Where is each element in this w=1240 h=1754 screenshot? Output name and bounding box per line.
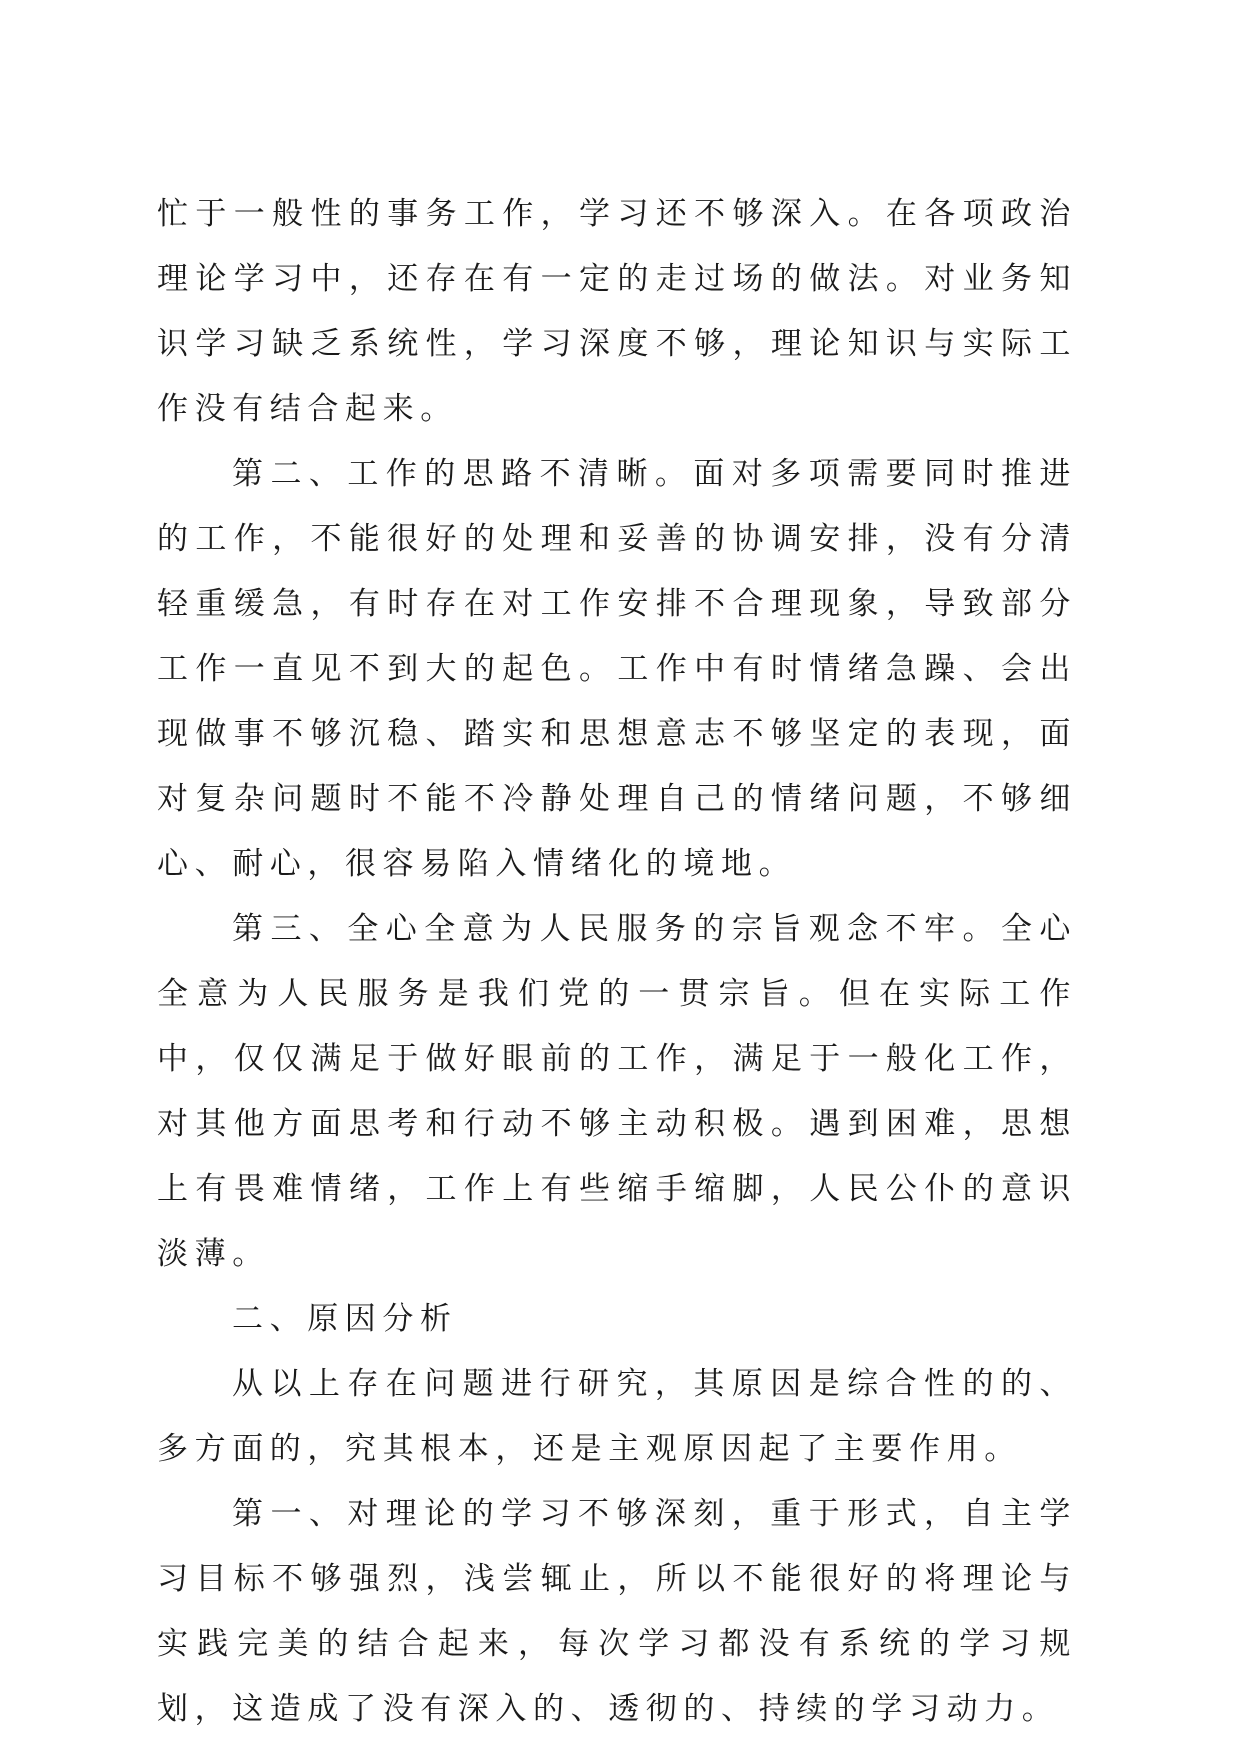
section-heading-cause-analysis: 二、原因分析 bbox=[232, 1301, 458, 1337]
document-body bbox=[157, 182, 1077, 1742]
paragraph-analysis-intro: 从以上存在问题进行研究，其原因是综合性的的、多方面的，究其根本，还是主观原因起了主要作用。 bbox=[157, 1366, 1077, 1467]
paragraph-point-three: 第三、全心全意为人民服务的宗旨观念不牢。全心全意为人民服务是我们党的一贯宗旨。但在实际工作中，仅仅满足于做好眼前的工作，满足于一般化工作，对其他方面思考和行动不够主动积极。遇到困难，思想上有畏难情绪，工作上有些缩手缩脚，人民公仆的意识淡薄。 bbox=[157, 911, 1077, 1272]
paragraph-point-two: 第二、工作的思路不清晰。面对多项需要同时推进的工作，不能很好的处理和妥善的协调安排，没有分清轻重缓急，有时存在对工作安排不合理现象，导致部分工作一直见不到大的起色。工作中有时情绪急躁、会出现做事不够沉稳、踏实和思想意志不够坚定的表现，面对复杂问题时不能不冷静处理自己的情绪问题，不够细心、耐心，很容易陷入情绪化的境地。 bbox=[157, 456, 1077, 882]
paragraph-cause-one: 第一、对理论的学习不够深刻，重于形式，自主学习目标不够强烈，浅尝辄止，所以不能很好的将理论与实践完美的结合起来，每次学习都没有系统的学习规划，这造成了没有深入的、透彻的、持续的学习动力。 bbox=[157, 1496, 1077, 1727]
paragraph-continued: 忙于一般性的事务工作，学习还不够深入。在各项政治理论学习中，还存在有一定的走过场的做法。对业务知识学习缺乏系统性，学习深度不够，理论知识与实际工作没有结合起来。 bbox=[157, 196, 1077, 427]
